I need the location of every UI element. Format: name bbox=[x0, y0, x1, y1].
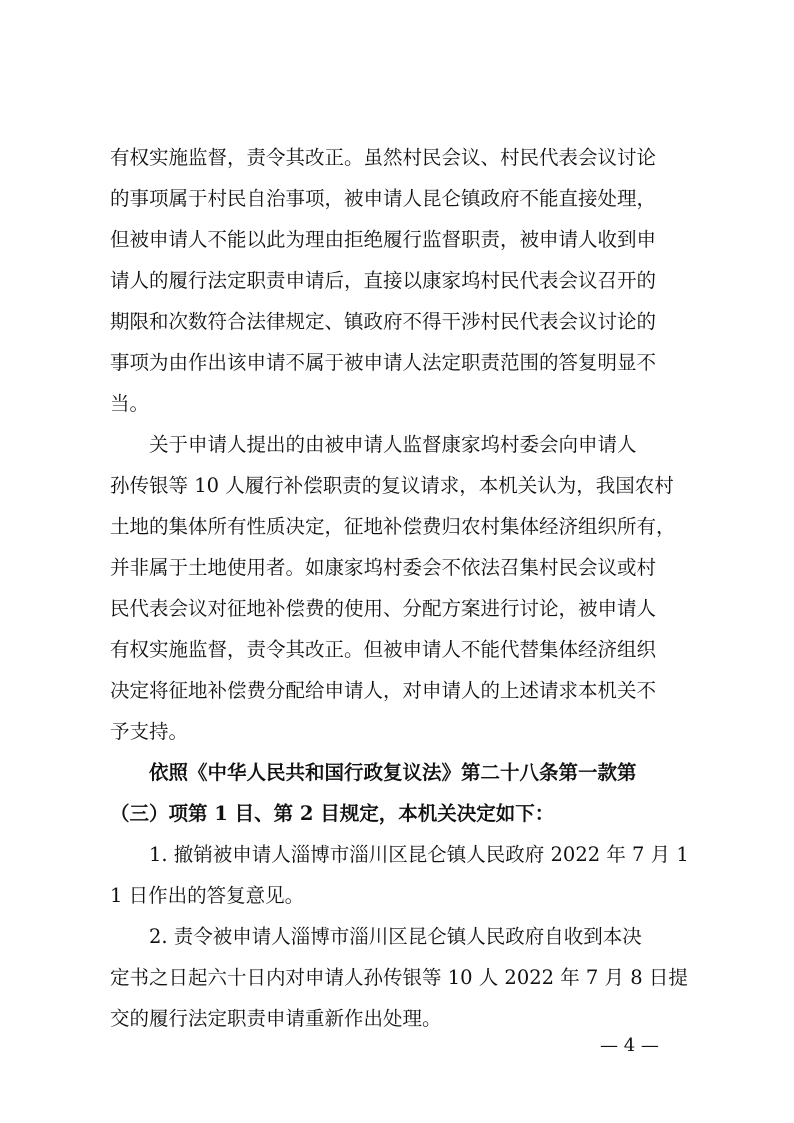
page-number: — 4 — bbox=[600, 1035, 659, 1056]
decision-item-1-line-2: 1 日作出的答复意见。 bbox=[110, 884, 305, 907]
paragraph-2-line-3: 土地的集体所有性质决定，征地补偿费归农村集体经济组织所有， bbox=[110, 515, 676, 538]
decision-item-1-line-1: 1. 撤销被申请人淄博市淄川区昆仑镇人民政府 2022 年 7 月 1 bbox=[149, 843, 689, 866]
paragraph-2-line-7: 决定将征地补偿费分配给申请人，对申请人的上述请求本机关不 bbox=[110, 679, 657, 702]
body-line-1: 有权实施监督，责令其改正。虽然村民会议、村民代表会议讨论 bbox=[110, 146, 657, 169]
paragraph-2-line-8: 予支持。 bbox=[110, 720, 189, 743]
paragraph-2-line-6: 有权实施监督，责令其改正。但被申请人不能代替集体经济组织 bbox=[110, 638, 657, 661]
decision-basis-line-2: （三）项第 1 目、第 2 目规定，本机关决定如下： bbox=[110, 802, 555, 825]
body-line-2: 的事项属于村民自治事项，被申请人昆仑镇政府不能直接处理， bbox=[110, 187, 657, 210]
decision-item-2-line-3: 交的履行法定职责申请重新作出处理。 bbox=[110, 1007, 442, 1030]
body-line-7: 当。 bbox=[110, 392, 150, 415]
decision-item-2-line-1: 2. 责令被申请人淄博市淄川区昆仑镇人民政府自收到本决 bbox=[149, 925, 642, 948]
decision-item-2-line-2: 定书之日起六十日内对申请人孙传银等 10 人 2022 年 7 月 8 日提 bbox=[110, 966, 688, 989]
body-line-6: 事项为由作出该申请不属于被申请人法定职责范围的答复明显不 bbox=[110, 351, 657, 374]
body-line-4: 请人的履行法定职责申请后，直接以康家坞村民代表会议召开的 bbox=[110, 269, 657, 292]
body-line-5: 期限和次数符合法律规定、镇政府不得干涉村民代表会议讨论的 bbox=[110, 310, 657, 333]
body-line-3: 但被申请人不能以此为理由拒绝履行监督职责，被申请人收到申 bbox=[110, 228, 657, 251]
decision-basis-line-1: 依照《中华人民共和国行政复议法》第二十八条第一款第 bbox=[149, 761, 637, 784]
paragraph-2-line-2: 孙传银等 10 人履行补偿职责的复议请求，本机关认为，我国农村 bbox=[110, 474, 674, 497]
paragraph-2-line-4: 并非属于土地使用者。如康家坞村委会不依法召集村民会议或村 bbox=[110, 556, 657, 579]
paragraph-2-line-5: 民代表会议对征地补偿费的使用、分配方案进行讨论，被申请人 bbox=[110, 597, 657, 620]
paragraph-2-line-1: 关于申请人提出的由被申请人监督康家坞村委会向申请人 bbox=[149, 433, 637, 456]
